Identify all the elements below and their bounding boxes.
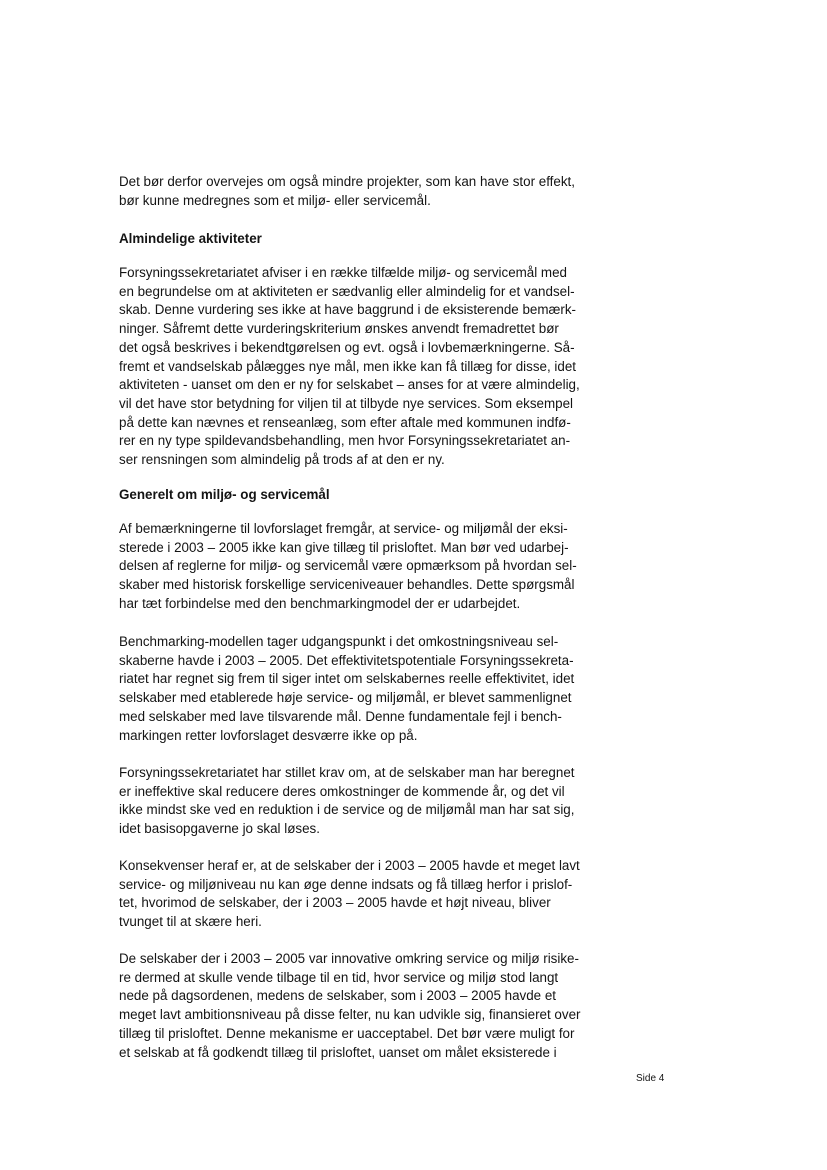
text-line: re dermed at skulle vende tilbage til en tid, hvor service og miljø stod langt (119, 969, 559, 985)
text-line: Benchmarking-modellen tager udgangspunkt i det omkostningsniveau sel- (119, 634, 559, 649)
text-line: bør kunne medregnes som et miljø- eller servicemål. (119, 192, 431, 208)
text-line: Forsyningssekretariatet afviser i en række tilfælde miljø- og servicemål med (119, 265, 567, 280)
text-line: rer en ny type spildevandsbehandling, men hvor Forsyningssekretariatet an- (119, 433, 571, 449)
text-line: har tæt forbindelse med den benchmarkingmodel der er udarbejdet. (119, 595, 521, 611)
text-line: en begrundelse om at aktiviteten er sædvanlig eller almindelig for et vandsel- (119, 283, 575, 299)
text-line: et selskab at få godkendt tillæg til prisloftet, uanset om målet eksisterede i (119, 1044, 557, 1060)
text-line: det også beskrives i bekendtgørelsen og evt. også i lovbemærkningerne. Så- (119, 339, 575, 355)
text-line: ser rensningen som almindelig på trods af at den er ny. (119, 452, 445, 468)
text-line: skaberne havde i 2003 – 2005. Det effektivitetspotentiale Forsyningssekreta- (119, 652, 574, 668)
text-line: på dette kan nævnes et renseanlæg, som efter aftale med kommunen indfø- (119, 414, 571, 430)
text-line: markingen retter lovforslaget desværre ikke op på. (119, 727, 418, 743)
text-line: skab. Denne vurdering ses ikke at have baggrund i de eksisterende bemærk- (119, 302, 577, 318)
text-line: fremt et vandselskab pålægges nye mål, men ikke kan få tillæg for disse, idet (119, 358, 576, 374)
text-line: Det bør derfor overvejes om også mindre projekter, som kan have stor effekt, (119, 174, 575, 189)
text-line: ikke mindst ske ved en reduktion i de service og de miljømål man har sat sig, (119, 802, 575, 818)
page-number: Side 4 (636, 1073, 665, 1084)
text-line: sterede i 2003 – 2005 ikke kan give tillæg til prisloftet. Man bør ved udarbej- (119, 539, 569, 555)
text-line: selskaber med etablerede høje service- og miljømål, er blevet sammenlignet (119, 690, 572, 706)
text-line: tillæg til prisloftet. Denne mekanisme er uacceptabel. Det bør være muligt for (119, 1025, 575, 1041)
text-line: meget lavt ambitionsniveau på disse felter, nu kan udvikle sig, finansieret over (119, 1007, 581, 1023)
paragraph-konsekvenser (119, 857, 619, 932)
text-line: aktiviteten - uanset om den er ny for selskabet – anses for at være almindelig, (119, 377, 580, 393)
text-line: skaber med historisk forskellige serviceniveauer behandles. Dette spørgsmål (119, 577, 575, 593)
text-line: Konsekvenser heraf er, at de selskaber der i 2003 – 2005 havde et meget lavt (119, 858, 580, 873)
paragraph-krav (119, 764, 619, 839)
heading-almindelige-aktiviteter: Almindelige aktiviteter (119, 231, 262, 246)
text-line: med selskaber med lave tilsvarende mål. Denne fundamentale fejl i bench- (119, 708, 562, 724)
paragraph-bemaerkninger (119, 520, 619, 614)
paragraph-benchmarking (119, 633, 619, 745)
text-line: riatet har regnet sig frem til siger intet om selskabernes reelle effektivitet, idet (119, 671, 575, 687)
text-line: Af bemærkningerne til lovforslaget fremgår, at service- og miljømål der eksi- (119, 521, 568, 536)
text-line: delsen af reglerne for miljø- og servicemål være opmærksom på hvordan sel- (119, 558, 577, 574)
paragraph-almindelige-aktiviteter (119, 264, 619, 470)
text-line: tvunget til at skære heri. (119, 914, 262, 930)
paragraph-innovative-selskaber (119, 950, 619, 1062)
text-line: er ineffektive skal reducere deres omkostninger de kommende år, og det vil (119, 783, 565, 799)
text-line: idet basisopgaverne jo skal løses. (119, 821, 320, 837)
text-line: service- og miljøniveau nu kan øge denne indsats og få tillæg herfor i prislof- (119, 876, 573, 892)
text-line: De selskaber der i 2003 – 2005 var innovative omkring service og miljø risike- (119, 951, 579, 966)
text-line: Forsyningssekretariatet har stillet krav om, at de selskaber man har beregnet (119, 765, 575, 780)
text-line: ninger. Såfremt dette vurderingskriterium ønskes anvendt fremadrettet bør (119, 321, 559, 337)
paragraph-intro (119, 173, 619, 210)
text-line: tet, hvorimod de selskaber, der i 2003 – 2005 havde et højt niveau, bliver (119, 895, 551, 911)
heading-generelt-om-miljoe-og-servicemaal: Generelt om miljø- og servicemål (119, 487, 330, 502)
text-line: nede på dagsordenen, medens de selskaber, som i 2003 – 2005 havde et (119, 988, 556, 1004)
text-line: vil det have stor betydning for viljen til at tilbyde nye services. Som eksempel (119, 395, 574, 411)
